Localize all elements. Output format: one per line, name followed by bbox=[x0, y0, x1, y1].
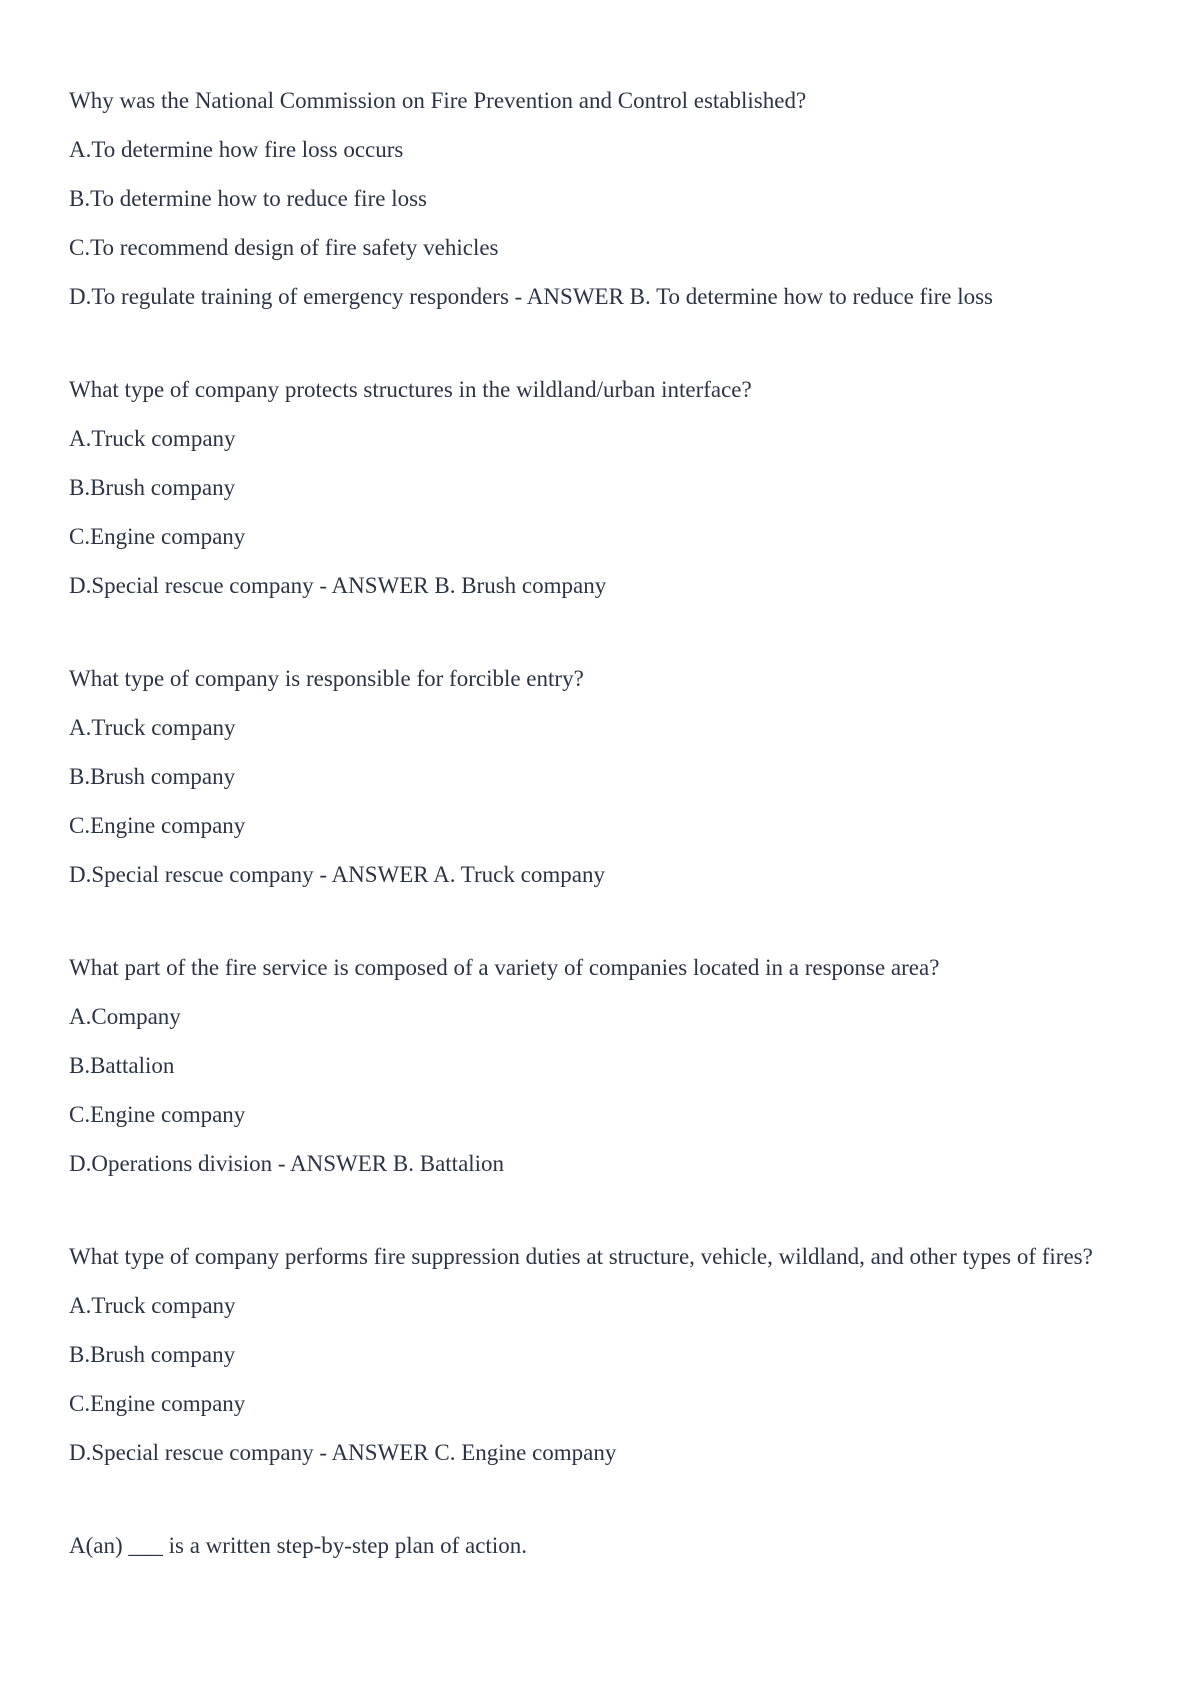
question-text: What type of company protects structures in the wildland/urban interface? bbox=[69, 377, 752, 402]
question-text: What part of the fire service is composed of a variety of companies located in a response area? bbox=[69, 955, 940, 980]
answer-option-b: B.Brush company bbox=[69, 764, 236, 789]
question-block-2 bbox=[69, 375, 1124, 601]
answer-option-a: A.Truck company bbox=[69, 1293, 236, 1318]
answer-option-d: D.Special rescue company - ANSWER C. Engine company bbox=[69, 1440, 617, 1465]
question-text: What type of company is responsible for forcible entry? bbox=[69, 666, 584, 691]
question-block-1 bbox=[69, 86, 1124, 312]
question-text: Why was the National Commission on Fire Prevention and Control established? bbox=[69, 88, 807, 113]
answer-option-d: D.Operations division - ANSWER B. Battalion bbox=[69, 1151, 505, 1176]
question-text: What type of company performs fire suppression duties at structure, vehicle, wildland, and other types of fires? bbox=[69, 1244, 1093, 1269]
answer-option-a: A.Truck company bbox=[69, 426, 236, 451]
answer-option-b: B.To determine how to reduce fire loss bbox=[69, 186, 427, 211]
answer-option-a: A.Company bbox=[69, 1004, 181, 1029]
answer-option-c: C.Engine company bbox=[69, 524, 246, 549]
answer-option-a: A.Truck company bbox=[69, 715, 236, 740]
question-block-3 bbox=[69, 664, 1124, 890]
answer-option-b: B.Brush company bbox=[69, 475, 236, 500]
answer-option-b: B.Brush company bbox=[69, 1342, 236, 1367]
answer-option-b: B.Battalion bbox=[69, 1053, 175, 1078]
question-block-5 bbox=[69, 1242, 1124, 1468]
answer-option-c: C.Engine company bbox=[69, 1102, 246, 1127]
page-content bbox=[69, 86, 1124, 1580]
question-text: A(an) ___ is a written step-by-step plan of action. bbox=[69, 1533, 527, 1558]
answer-option-c: C.To recommend design of fire safety vehicles bbox=[69, 235, 499, 260]
answer-option-a: A.To determine how fire loss occurs bbox=[69, 137, 404, 162]
answer-option-c: C.Engine company bbox=[69, 1391, 246, 1416]
answer-option-c: C.Engine company bbox=[69, 813, 246, 838]
answer-option-d: D.Special rescue company - ANSWER A. Truck company bbox=[69, 862, 605, 887]
question-block-4 bbox=[69, 953, 1124, 1179]
question-block-6 bbox=[69, 1531, 1124, 1561]
answer-option-d: D.To regulate training of emergency responders - ANSWER B. To determine how to reduce fire loss bbox=[69, 284, 993, 309]
answer-option-d: D.Special rescue company - ANSWER B. Brush company bbox=[69, 573, 607, 598]
